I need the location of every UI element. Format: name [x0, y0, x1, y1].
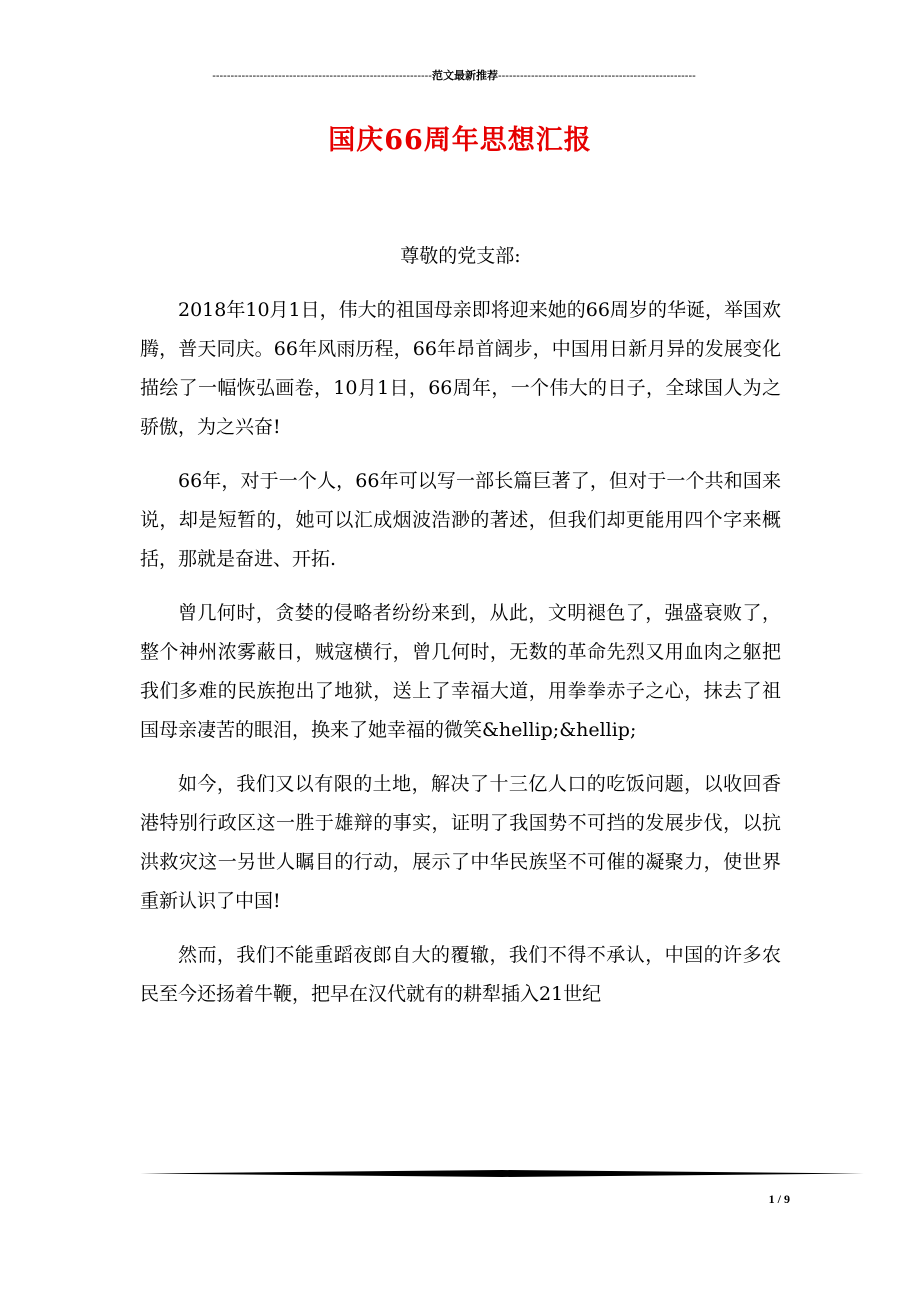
- page-header: [140, 68, 768, 84]
- document-body: [140, 237, 781, 1029]
- paragraph: 2018年10月1日，伟大的祖国母亲即将迎来她的66周岁的华诞，举国欢腾，普天同庆。66年风雨历程，66年昂首阔步，中国用日新月异的发展变化描绘了一幅恢弘画卷，10月1日，66周年，一个伟大的日子，全球国人为之骄傲，为之兴奋!: [140, 299, 781, 438]
- paragraph: 曾几何时，贪婪的侵略者纷纷来到，从此，文明褪色了，强盛衰败了，整个神州浓雾蔽日，贼寇横行，曾几何时，无数的革命先烈又用血肉之躯把我们多难的民族抱出了地狱，送上了幸福大道，用拳拳赤子之心，抹去了祖国母亲凄苦的眼泪，换来了她幸福的微笑&hellip;&hellip;: [140, 602, 781, 741]
- paragraph: 如今，我们又以有限的土地，解决了十三亿人口的吃饭问题，以收回香港特别行政区这一胜于雄辩的事实，证明了我国势不可挡的发展步伐，以抗洪救灾这一另世人瞩目的行动，展示了中华民族坚不可催的凝聚力，使世界重新认识了中国!: [140, 773, 781, 912]
- document-title: 国庆66周年思想汇报: [328, 125, 592, 156]
- header-left-dashes: ------------------------------------------------------------: [212, 70, 432, 82]
- salutation: 尊敬的党支部:: [400, 245, 521, 267]
- footer-divider: [140, 1170, 864, 1177]
- header-right-dashes: ------------------------------------------------------: [497, 70, 696, 82]
- header-label: 范文最新推荐: [431, 70, 498, 82]
- page-number: 1 / 9: [768, 1192, 790, 1206]
- paragraph: 66年，对于一个人，66年可以写一部长篇巨著了，但对于一个共和国来说，却是短暂的，她可以汇成烟波浩渺的著述，但我们却更能用四个字来概括，那就是奋进、开拓.: [140, 470, 781, 570]
- paragraph: 然而，我们不能重蹈夜郎自大的覆辙，我们不得不承认，中国的许多农民至今还扬着牛鞭，把早在汉代就有的耕犁插入21世纪: [140, 944, 781, 1005]
